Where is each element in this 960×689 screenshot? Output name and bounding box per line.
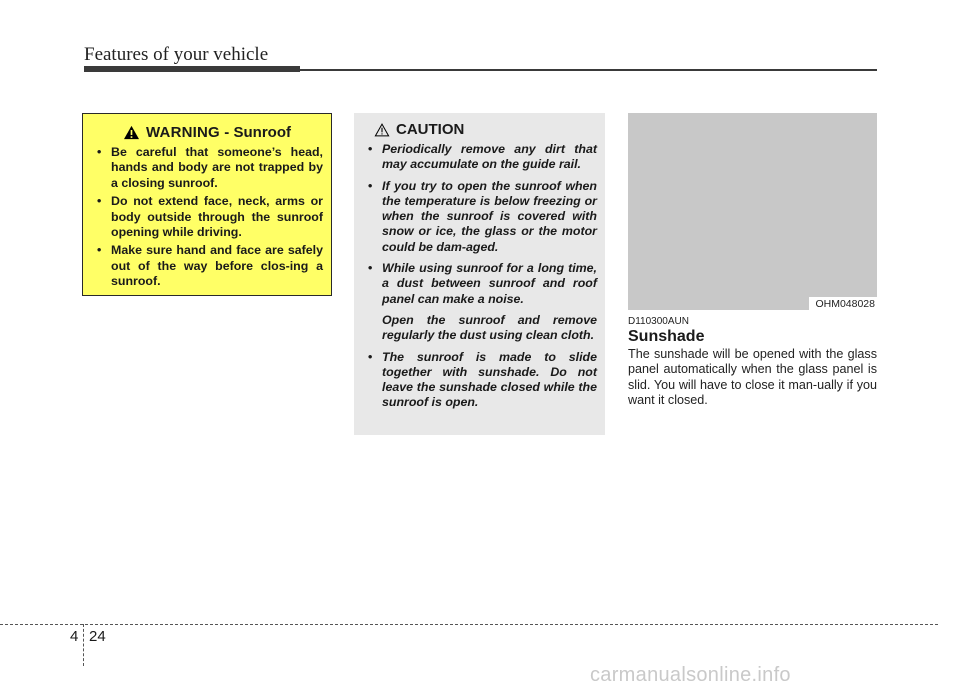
warning-subtitle: Sunroof <box>233 124 291 141</box>
figure-code: OHM048028 <box>809 297 877 310</box>
chapter-number: 4 <box>70 628 79 645</box>
caution-list <box>362 142 597 411</box>
caution-item: • Periodically remove any dirt that may accumulate on the guide rail. <box>362 142 597 173</box>
caution-title: CAUTION <box>396 121 465 138</box>
section-body: The sunshade will be opened with the glass panel automatically when the glass panel is slid. You will have to close it man-ually if you want it closed. <box>628 347 877 408</box>
caution-box <box>354 113 605 435</box>
warning-box <box>82 113 332 296</box>
warning-item: • Do not extend face, neck, arms or body outside through the sunroof opening while driving. <box>91 194 323 240</box>
caution-triangle-icon <box>374 123 390 137</box>
caution-item: • While using sunroof for a long time, a dust between sunroof and roof panel can make a noise. <box>362 261 597 307</box>
caution-item: • If you try to open the sunroof when the temperature is below freezing or when the sunroof is covered with snow or ice, the glass or the motor could be dam-aged. <box>362 179 597 255</box>
section-ref-code: D110300AUN <box>628 316 689 327</box>
warning-item: • Make sure hand and face are safely out of the way before clos-ing a sunroof. <box>91 243 323 289</box>
caution-item-continuation: Open the sunroof and remove regularly the dust using clean cloth. <box>382 312 597 343</box>
sunroof-illustration <box>628 113 877 310</box>
caution-item: • The sunroof is made to slide together with sunshade. Do not leave the sunshade closed while the sunroof is open. <box>362 350 597 411</box>
warning-header <box>91 124 323 141</box>
warning-item: • Be careful that someone’s head, hands and body are not trapped by a closing sunroof. <box>91 145 323 191</box>
warning-triangle-icon <box>123 125 140 140</box>
page-header-title: Features of your vehicle <box>84 44 269 65</box>
warning-title: WARNING - <box>146 124 230 141</box>
watermark: carmanualsonline.info <box>590 664 791 686</box>
header-rule-thin <box>300 69 877 71</box>
footer-divider <box>83 624 84 666</box>
section-heading: Sunshade <box>628 328 705 345</box>
footer-rule <box>0 624 938 625</box>
header-rule-thick <box>84 66 300 72</box>
warning-list <box>91 145 323 290</box>
page-number: 24 <box>89 628 106 645</box>
caution-header <box>374 121 597 138</box>
